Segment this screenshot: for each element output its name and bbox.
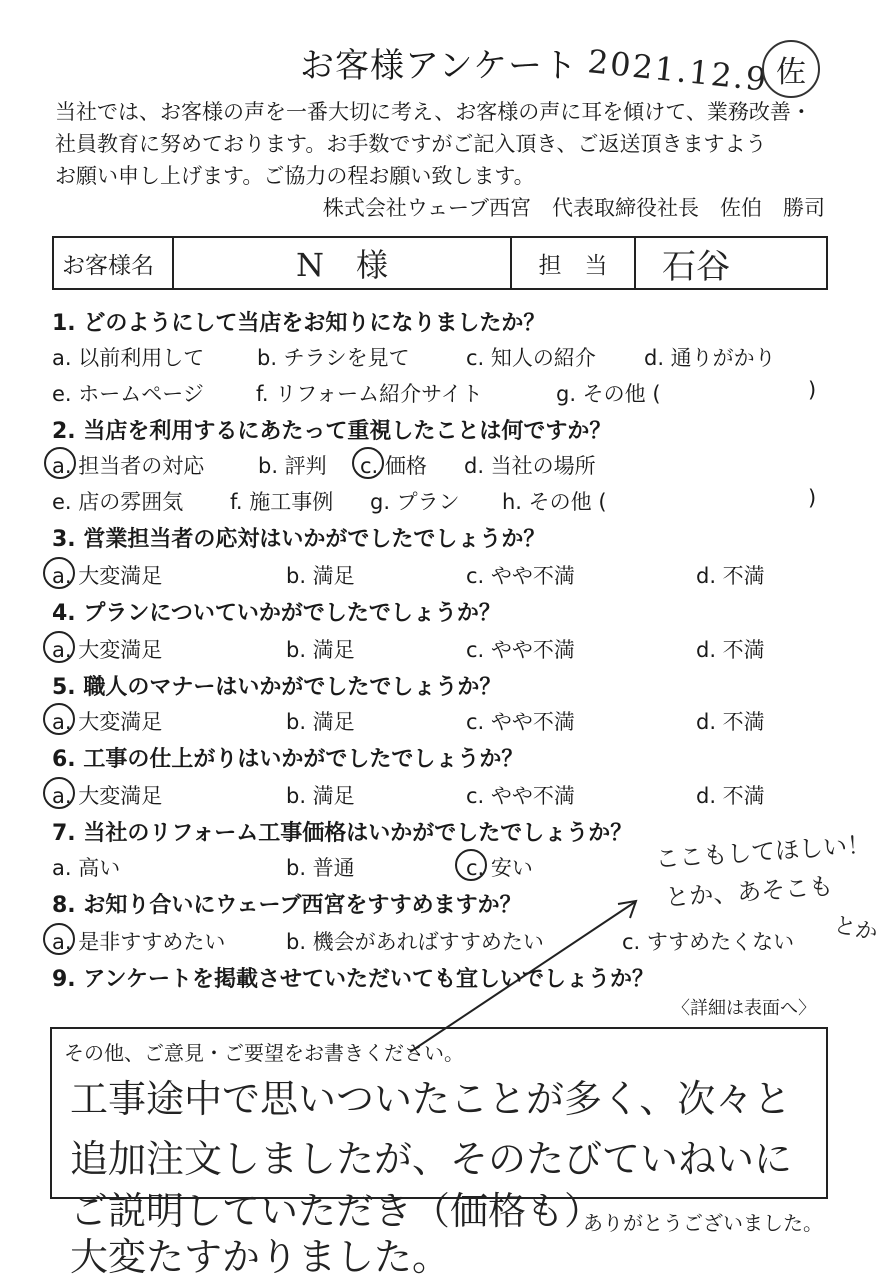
q2-option-c: c. 価格 [360,454,427,478]
staff-name-value: 石谷 [662,246,730,287]
question-7-title: 7. 当社のリフォーム工事価格はいかがでしたでしょうか？ [52,821,633,846]
q4-option-a: a. 大変満足 [52,638,163,662]
q1-option-d: d. 通りがかり [644,346,776,370]
q1-option-g-close: ) [808,378,817,402]
question-4-title: 4. プランについていかがでしたでしょうか？ [52,601,501,626]
q3-option-a: a. 大変満足 [52,564,163,588]
comment-line-3: ご説明していただき（価格も） [70,1189,603,1233]
side-note-line-1: ここもしてほしい！ [654,830,872,874]
comments-label: その他、ご意見・ご要望をお書きください。 [64,1041,464,1065]
q6-option-d: d. 不満 [696,784,765,808]
q2-option-h: h. その他 ( [502,490,607,514]
side-note-line-3: とか [831,912,880,947]
q2-option-d: d. 当社の場所 [464,454,596,478]
survey-title: お客様アンケート [300,46,578,86]
q9-note: 〈詳細は表面へ〉 [672,998,816,1019]
intro-line-2: 社員教育に努めております。お手数ですがご記入頂き、ご返送頂きますよう [55,132,767,156]
company-signature: 株式会社ウェーブ西宮 代表取締役社長 佐伯 勝司 [322,196,825,220]
seal-stamp: 佐 [762,40,820,98]
staff-label: 担 当 [538,252,608,279]
q2-option-e: e. 店の雰囲気 [52,490,184,514]
q4-option-d: d. 不満 [696,638,765,662]
intro-line-1: 当社では、お客様の声を一番大切に考え、お客様の声に耳を傾けて、業務改善・ [55,100,812,124]
q8-option-a: a. 是非すすめたい [52,930,226,954]
q7-option-b: b. 普通 [286,856,355,880]
question-2-title: 2. 当店を利用するにあたって重視したことは何ですか？ [52,419,612,444]
q5-option-c: c. やや不満 [466,710,575,734]
q6-option-a: a. 大変満足 [52,784,163,808]
comment-line-1: 工事途中で思いついたことが多く、次々と [70,1077,792,1121]
q8-option-b: b. 機会があればすすめたい [286,930,544,954]
q8-option-c: c. すすめたくない [622,930,795,954]
q2-option-b: b. 評判 [258,454,327,478]
q7-option-c: c. 安い [466,856,533,880]
q6-option-c: c. やや不満 [466,784,575,808]
handwritten-date: 2021.12.9 [586,42,770,99]
thanks-text: ありがとうございました。 [583,1211,823,1235]
question-6-title: 6. 工事の仕上がりはいかがでしたでしょうか？ [52,747,524,772]
q4-option-b: b. 満足 [286,638,355,662]
q5-option-d: d. 不満 [696,710,765,734]
q4-option-c: c. やや不満 [466,638,575,662]
q1-option-c: c. 知人の紹介 [466,346,596,370]
question-8-title: 8. お知り合いにウェーブ西宮をすすめますか？ [52,893,522,918]
q2-option-f: f. 施工事例 [230,490,334,514]
q1-option-g: g. その他 ( [556,382,661,406]
q6-option-b: b. 満足 [286,784,355,808]
question-5-title: 5. 職人のマナーはいかがでしたでしょうか？ [52,675,502,700]
question-3-title: 3. 営業担当者の応対はいかがでしたでしょうか？ [52,527,546,552]
comment-line-2: 追加注文しましたが、そのたびていねいに [70,1137,793,1181]
q3-option-b: b. 満足 [286,564,355,588]
side-note-line-2: とか、あそこも [664,872,834,912]
question-9-title: 9. アンケートを掲載させていただいても宜しいでしょうか？ [52,967,655,992]
q2-option-h-close: ) [808,486,817,510]
customer-name-label: お客様名 [62,252,154,279]
q3-option-d: d. 不満 [696,564,765,588]
q3-option-c: c. やや不満 [466,564,575,588]
customer-name-value: N 様 [295,246,388,284]
intro-line-3: お願い申し上げます。ご協力の程お願い致します。 [55,164,535,188]
q5-option-b: b. 満足 [286,710,355,734]
q2-option-g: g. プラン [370,490,460,514]
question-1-title: 1. どのようにして当店をお知りになりましたか？ [52,311,546,336]
q7-option-a: a. 高い [52,856,121,880]
q2-option-a: a. 担当者の対応 [52,454,205,478]
q1-option-e: e. ホームページ [52,382,204,406]
q5-option-a: a. 大変満足 [52,710,163,734]
q1-option-a: a. 以前利用して [52,346,205,370]
q1-option-f: f. リフォーム紹介サイト [256,382,483,406]
q1-option-b: b. チラシを見て [257,346,410,370]
comment-line-4: 大変たすかりました。 [70,1235,451,1279]
